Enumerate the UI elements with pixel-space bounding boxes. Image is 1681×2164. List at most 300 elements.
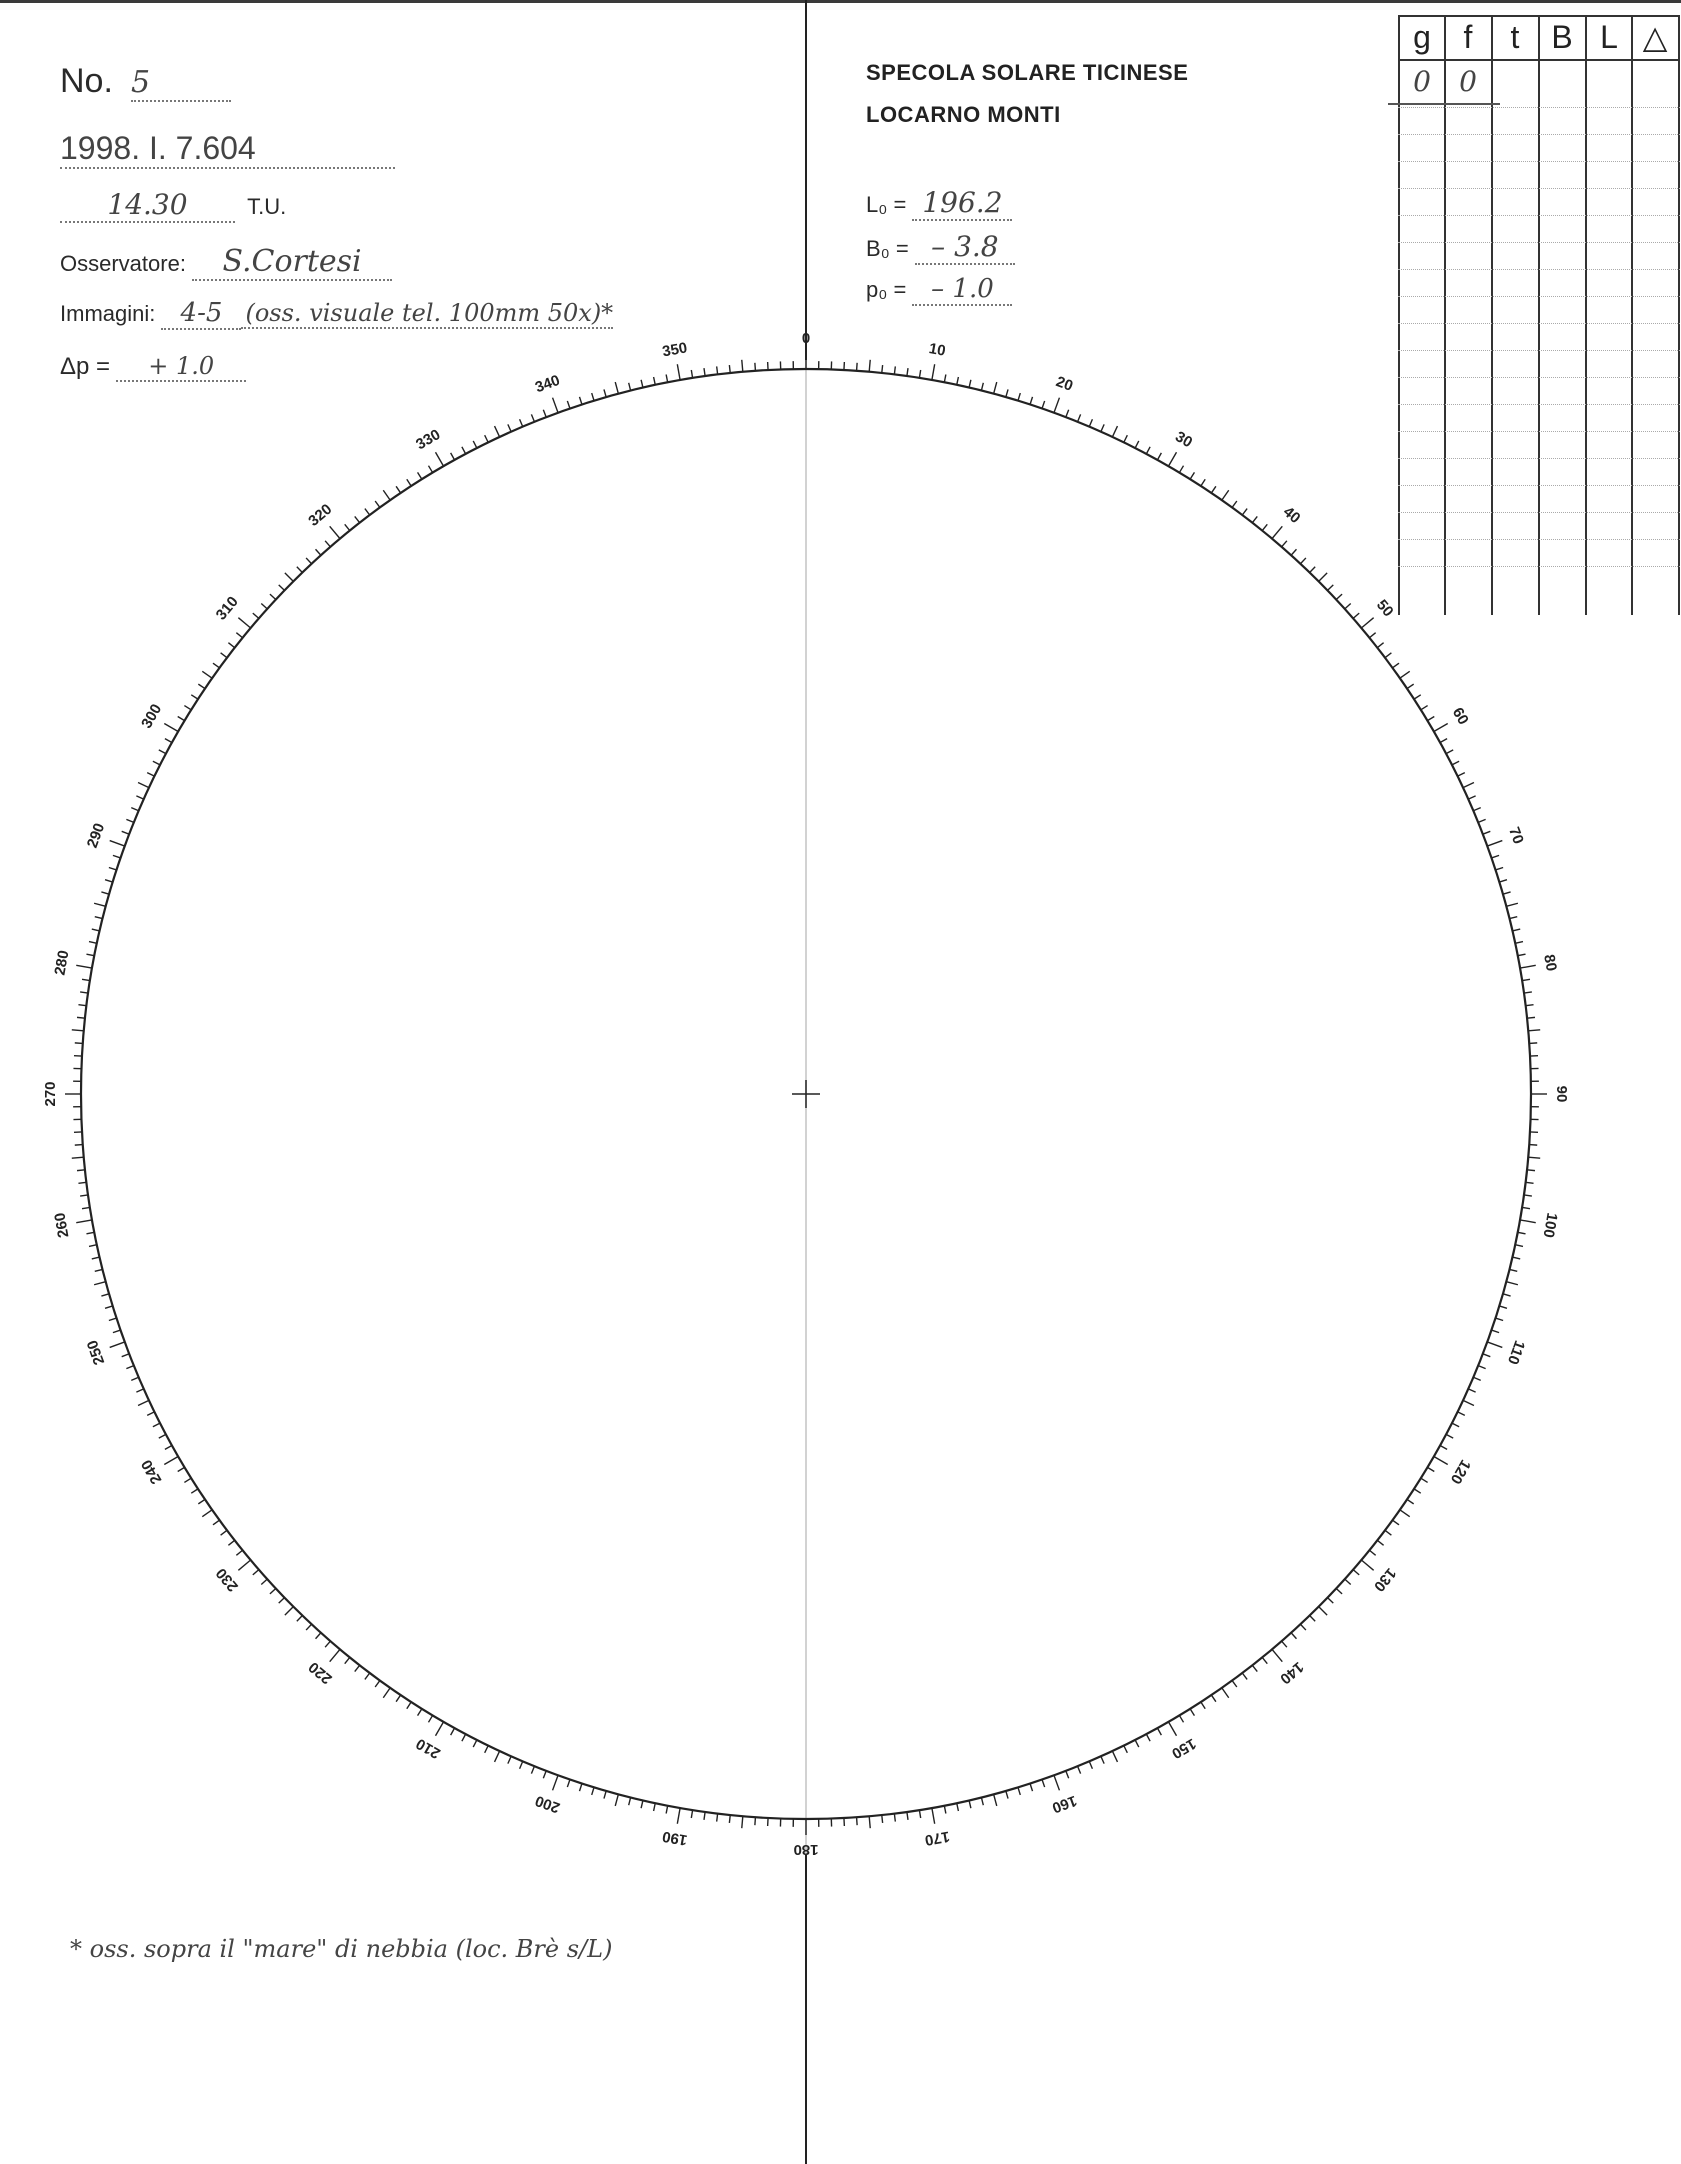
dial-tick: [78, 1005, 86, 1006]
dial-tick: [1526, 1005, 1534, 1006]
dial-tick: [110, 1342, 125, 1347]
dial-tick: [1526, 1182, 1534, 1183]
dial-tick: [316, 1633, 321, 1639]
dial-tick: [1262, 1657, 1267, 1663]
institute-line1: SPECOLA SOLARE TICINESE: [866, 60, 1189, 85]
dial-label: 150: [1168, 1734, 1199, 1762]
dial-label: 190: [661, 1827, 689, 1849]
dial-tick: [1529, 1145, 1537, 1146]
dial-tick: [473, 441, 477, 448]
dial-tick: [238, 618, 250, 628]
dial-tick: [407, 479, 411, 486]
dial-tick: [138, 1400, 149, 1405]
dial-tick: [1520, 965, 1536, 968]
dial-label: 100: [1539, 1211, 1561, 1239]
dial-tick: [297, 567, 303, 573]
dial-tick: [1018, 393, 1020, 401]
dial-tick: [191, 695, 198, 699]
dial-tick: [1030, 397, 1032, 405]
dial-tick: [1042, 1780, 1045, 1788]
date-value: 1998. I. 7.604: [60, 130, 395, 169]
dial-label: 320: [305, 500, 336, 530]
images-label: Immagini:: [60, 301, 156, 326]
dial-label: 260: [51, 1211, 73, 1239]
dial-tick: [944, 374, 946, 382]
dial-tick: [944, 1806, 946, 1814]
delta-p-label: Δp =: [60, 353, 111, 380]
dial-tick: [147, 773, 154, 777]
dial-label: 340: [532, 371, 563, 397]
dial-tick: [742, 360, 743, 372]
dial-tick: [165, 1445, 172, 1449]
dial-tick: [191, 1489, 198, 1493]
dial-tick: [92, 1257, 100, 1259]
dial-tick: [159, 750, 166, 754]
dial-tick: [184, 1478, 191, 1482]
l0-value: 196.2: [912, 186, 1012, 221]
dial-tick: [279, 1598, 285, 1604]
dial-tick: [1385, 1530, 1391, 1535]
dial-label: 300: [138, 701, 166, 732]
dial-tick: [202, 671, 212, 678]
dial-tick: [704, 1812, 705, 1820]
dial-tick: [1336, 1588, 1342, 1593]
dial-tick: [1512, 929, 1520, 931]
dial-tick: [1400, 671, 1410, 678]
dial-tick: [1503, 1294, 1511, 1296]
dial-tick: [1496, 1318, 1504, 1320]
b0-value: – 3.8: [915, 230, 1015, 265]
dial-tick: [1328, 1598, 1334, 1604]
dial-tick: [355, 1665, 360, 1671]
table-header-l: L: [1600, 19, 1618, 55]
dial-tick: [1463, 1400, 1474, 1405]
dial-tick: [253, 1570, 259, 1575]
dial-tick: [1427, 716, 1434, 720]
dial-tick: [994, 382, 997, 394]
dial-tick: [1503, 892, 1511, 894]
dial-tick: [82, 1207, 90, 1208]
dial-tick: [1018, 1787, 1020, 1795]
dial-tick: [306, 1624, 311, 1630]
dial-tick: [1066, 410, 1069, 417]
dial-tick: [297, 1616, 303, 1622]
dial-tick: [543, 410, 546, 417]
dial-tick: [109, 867, 117, 869]
dial-tick: [704, 368, 705, 376]
dial-tick: [1440, 739, 1447, 743]
dial-tick: [165, 739, 172, 743]
dial-tick: [1272, 1649, 1282, 1661]
dial-label: 0: [801, 329, 811, 347]
dial-tick: [1300, 1624, 1305, 1630]
dial-tick: [1319, 1607, 1327, 1615]
dial-tick: [969, 380, 971, 388]
dial-tick: [654, 377, 656, 385]
dial-tick: [1157, 453, 1161, 460]
dial-label: 270: [41, 1081, 59, 1107]
dial-tick: [1232, 501, 1237, 507]
dial-tick: [1006, 1791, 1008, 1799]
dial-label: 40: [1279, 503, 1304, 528]
dial-label: 280: [51, 949, 73, 977]
dial-tick: [1124, 1746, 1128, 1753]
dial-tick: [261, 1579, 267, 1584]
dial-tick: [1421, 706, 1428, 710]
dial-tick: [113, 1330, 121, 1333]
dial-label: 70: [1505, 824, 1527, 847]
dial-tick: [228, 643, 234, 648]
dial-tick: [1211, 486, 1215, 493]
dial-tick: [1222, 1688, 1229, 1698]
dial-tick: [396, 1695, 400, 1702]
dial-tick: [228, 1540, 234, 1545]
dial-tick: [729, 1815, 730, 1823]
dial-tick: [592, 1787, 594, 1795]
dial-tick: [567, 401, 570, 409]
dial-tick: [1361, 618, 1373, 628]
observer-label: Osservatore:: [60, 251, 186, 276]
dial-tick: [92, 929, 100, 931]
dial-tick: [1427, 1467, 1434, 1471]
dial-label: 130: [1370, 1564, 1400, 1595]
dial-tick: [882, 1815, 883, 1823]
dial-tick: [907, 368, 908, 376]
dial-tick: [1124, 435, 1128, 442]
dial-tick: [1328, 585, 1334, 591]
dial-tick: [1112, 1751, 1117, 1762]
dial-tick: [882, 365, 883, 373]
table-cell-f: 0: [1459, 65, 1477, 98]
dial-label: 230: [212, 1564, 242, 1595]
dial-tick: [1473, 1377, 1480, 1380]
dial-tick: [184, 706, 191, 710]
dial-tick: [1528, 1157, 1540, 1158]
dial-tick: [1291, 1633, 1296, 1639]
dial-tick: [729, 365, 730, 373]
dial-tick: [126, 819, 133, 822]
dial-tick: [153, 1423, 160, 1427]
dial-tick: [567, 1780, 570, 1788]
dial-tick: [198, 1499, 205, 1503]
dial-tick: [1291, 549, 1296, 555]
dial-tick: [383, 490, 390, 500]
dial-tick: [1522, 979, 1530, 980]
table-header-g: g: [1413, 19, 1431, 55]
dial-tick: [717, 366, 718, 374]
dial-tick: [1458, 1412, 1465, 1416]
dial-tick: [365, 509, 370, 515]
dial-tick: [857, 1817, 858, 1825]
dial-tick: [159, 1434, 166, 1438]
dial-tick: [508, 424, 511, 431]
dial-tick: [717, 1814, 718, 1822]
dial-tick: [755, 363, 756, 371]
dial-tick: [76, 965, 92, 968]
dial-tick: [604, 389, 606, 397]
dial-tick: [178, 716, 185, 720]
dial-tick: [894, 1814, 895, 1822]
dial-tick: [1393, 663, 1399, 668]
dial-tick: [436, 1722, 444, 1736]
dial-label: 90: [1553, 1085, 1571, 1103]
dial-tick: [869, 1816, 870, 1828]
dial-tick: [1345, 604, 1351, 609]
dial-tick: [72, 1157, 84, 1158]
dial-tick: [1452, 1423, 1459, 1427]
dial-tick: [957, 1803, 959, 1811]
dial-tick: [1369, 633, 1375, 638]
dial-tick: [907, 1812, 908, 1820]
dial-tick: [1487, 841, 1502, 846]
dial-tick: [1434, 724, 1448, 732]
number-label: No.: [60, 62, 113, 100]
dial-tick: [122, 1354, 129, 1357]
dial-tick: [495, 1751, 500, 1762]
dial-tick: [365, 1673, 370, 1679]
dial-tick: [1146, 1734, 1150, 1741]
dial-tick: [531, 1766, 534, 1773]
dial-tick: [153, 761, 160, 765]
dial-tick: [253, 613, 259, 618]
dial-label: 330: [413, 426, 444, 454]
dial-tick: [1385, 653, 1391, 658]
dial-label: 80: [1540, 953, 1560, 973]
dial-tick: [1393, 1520, 1399, 1525]
dial-tick: [1473, 808, 1480, 811]
dial-tick: [270, 594, 276, 599]
dial-tick: [1078, 414, 1081, 421]
dial-tick: [95, 1269, 103, 1271]
dial-tick: [543, 1771, 546, 1778]
dial-tick: [1520, 1220, 1536, 1223]
dial-tick: [213, 663, 219, 668]
dial-tick: [579, 397, 581, 405]
dial-label: 290: [83, 820, 109, 851]
dial-tick: [485, 1746, 489, 1753]
dial-tick: [1135, 1740, 1139, 1747]
dial-tick: [1310, 1616, 1316, 1622]
dial-tick: [451, 453, 455, 460]
dial-tick: [396, 486, 400, 493]
dial-tick: [1515, 1245, 1523, 1247]
dial-tick: [473, 1740, 477, 1747]
dial-tick: [1440, 1445, 1447, 1449]
dial-tick: [1509, 1269, 1517, 1271]
table-cell-g: 0: [1413, 65, 1431, 98]
dial-tick: [1089, 1761, 1092, 1768]
dial-tick: [77, 1017, 85, 1018]
dial-tick: [1400, 1510, 1410, 1517]
dial-tick: [592, 393, 594, 401]
dial-tick: [105, 1306, 113, 1308]
dial-tick: [261, 604, 267, 609]
dial-tick: [1506, 903, 1518, 906]
dial-tick: [138, 783, 149, 788]
dial-tick: [345, 1657, 350, 1663]
dial-tick: [1478, 1366, 1485, 1369]
dial-tick: [72, 1030, 84, 1031]
dial-tick: [1135, 441, 1139, 448]
dial-tick: [1468, 1389, 1475, 1392]
dial-tick: [462, 1734, 466, 1741]
dial-label: 310: [212, 593, 242, 624]
dial-label: 140: [1276, 1658, 1307, 1688]
dial-tick: [1515, 942, 1523, 944]
time-value: 14.30: [60, 188, 235, 223]
dial-tick: [1522, 1207, 1530, 1208]
dial-tick: [1169, 1722, 1177, 1736]
dial-tick: [418, 1709, 422, 1716]
dial-tick: [919, 370, 920, 378]
dial-tick: [629, 1797, 631, 1805]
dial-label: 240: [138, 1456, 166, 1487]
dial-tick: [1509, 917, 1517, 919]
dial-tick: [164, 724, 178, 732]
dial-tick: [1179, 466, 1183, 473]
dial-tick: [94, 1282, 106, 1285]
dial-tick: [1201, 1702, 1205, 1709]
dial-label: 200: [532, 1791, 563, 1817]
dial-tick: [1407, 1499, 1414, 1503]
dial-label: 60: [1448, 704, 1472, 728]
dial-label: 350: [661, 339, 689, 361]
dial-tick: [1262, 524, 1267, 530]
dial-tick: [325, 1641, 330, 1647]
dial-tick: [691, 1810, 692, 1818]
dial-tick: [462, 447, 466, 454]
dial-tick: [105, 880, 113, 882]
dial-tick: [122, 831, 129, 834]
dial-tick: [80, 992, 88, 993]
dial-tick: [202, 1510, 212, 1517]
dial-tick: [629, 383, 631, 391]
dial-tick: [1414, 1489, 1421, 1493]
images-value: 4-5: [161, 298, 241, 330]
dial-tick: [1190, 1709, 1194, 1716]
dial-tick: [1232, 1681, 1237, 1687]
dial-tick: [1483, 1354, 1490, 1357]
dial-tick: [1452, 761, 1459, 765]
dial-label: 120: [1446, 1456, 1474, 1487]
dial-tick: [1112, 426, 1117, 437]
dial-tick: [553, 398, 558, 413]
dial-tick: [1529, 1043, 1537, 1044]
dial-tick: [495, 426, 500, 437]
dial-tick: [1421, 1478, 1428, 1482]
dial-tick: [86, 1232, 94, 1234]
dial-tick: [82, 979, 90, 980]
dial-tick: [1282, 541, 1287, 547]
footnote: * oss. sopra il "mare" di nebbia (loc. Brè s/L): [70, 1935, 613, 1963]
dial-label: 210: [413, 1734, 444, 1762]
dial-tick: [1492, 1330, 1500, 1333]
dial-tick: [330, 526, 340, 538]
dial-label: 250: [83, 1337, 109, 1368]
dial-tick: [1527, 1017, 1535, 1018]
dial-tick: [857, 363, 858, 371]
dial-tick: [919, 1810, 920, 1818]
dial-tick: [383, 1688, 390, 1698]
dial-tick: [101, 892, 109, 894]
dial-tick: [1478, 819, 1485, 822]
dial-tick: [221, 1530, 227, 1535]
dial-tick: [957, 377, 959, 385]
dial-tick: [485, 435, 489, 442]
dial-tick: [1222, 490, 1229, 500]
dial-tick: [1054, 398, 1059, 413]
dial-tick: [198, 684, 205, 688]
dial-tick: [428, 466, 432, 473]
dial-tick: [1146, 447, 1150, 454]
dial-tick: [1169, 452, 1177, 466]
dial-tick: [677, 1808, 680, 1824]
dial-tick: [1078, 1766, 1081, 1773]
dial-tick: [136, 1389, 143, 1392]
dial-tick: [1463, 783, 1474, 788]
observer-value: S.Cortesi: [192, 244, 392, 281]
p0-label: p₀ =: [866, 277, 907, 302]
dial-tick: [451, 1728, 455, 1735]
table-header-t: t: [1510, 19, 1520, 55]
dial-tick: [1518, 954, 1526, 956]
dial-tick: [1524, 1195, 1532, 1196]
dial-label: 10: [927, 340, 947, 360]
dial-tick: [1157, 1728, 1161, 1735]
dial-label: 170: [923, 1827, 951, 1849]
dial-tick: [238, 1560, 250, 1570]
dial-tick: [1434, 1457, 1448, 1465]
dial-tick: [1446, 750, 1453, 754]
dial-tick: [1030, 1784, 1032, 1792]
dial-tick: [316, 549, 321, 555]
dial-tick: [1336, 594, 1342, 599]
dial-tick: [355, 516, 360, 522]
dial-tick: [1353, 613, 1359, 618]
dial-label: 160: [1049, 1791, 1080, 1817]
dial-tick: [604, 1791, 606, 1799]
dial-tick: [126, 1366, 133, 1369]
dial-tick: [579, 1784, 581, 1792]
dial-tick: [742, 1816, 743, 1828]
dial-tick: [95, 917, 103, 919]
dial-tick: [330, 1649, 340, 1661]
dial-tick: [325, 541, 330, 547]
dial-tick: [436, 452, 444, 466]
dial-tick: [89, 1245, 97, 1247]
dial-tick: [520, 1761, 523, 1768]
dial-tick: [1492, 855, 1500, 858]
dial-tick: [1407, 684, 1414, 688]
dial-tick: [1252, 516, 1257, 522]
dial-tick: [164, 1457, 178, 1465]
dial-tick: [1361, 1560, 1373, 1570]
dial-tick: [677, 364, 680, 380]
dial-tick: [1345, 1579, 1351, 1584]
images-note: (oss. visuale tel. 100mm 50x)*: [241, 299, 613, 329]
dial-tick: [75, 1145, 83, 1146]
dial-tick: [306, 558, 311, 564]
dial-tick: [221, 653, 227, 658]
dial-tick: [375, 501, 380, 507]
dial-tick: [285, 1607, 293, 1615]
dial-tick: [641, 380, 643, 388]
dial-tick: [80, 1195, 88, 1196]
dial-tick: [178, 1467, 185, 1471]
dial-tick: [932, 1808, 935, 1824]
dial-tick: [1353, 1570, 1359, 1575]
delta-p-value: + 1.0: [116, 352, 246, 382]
